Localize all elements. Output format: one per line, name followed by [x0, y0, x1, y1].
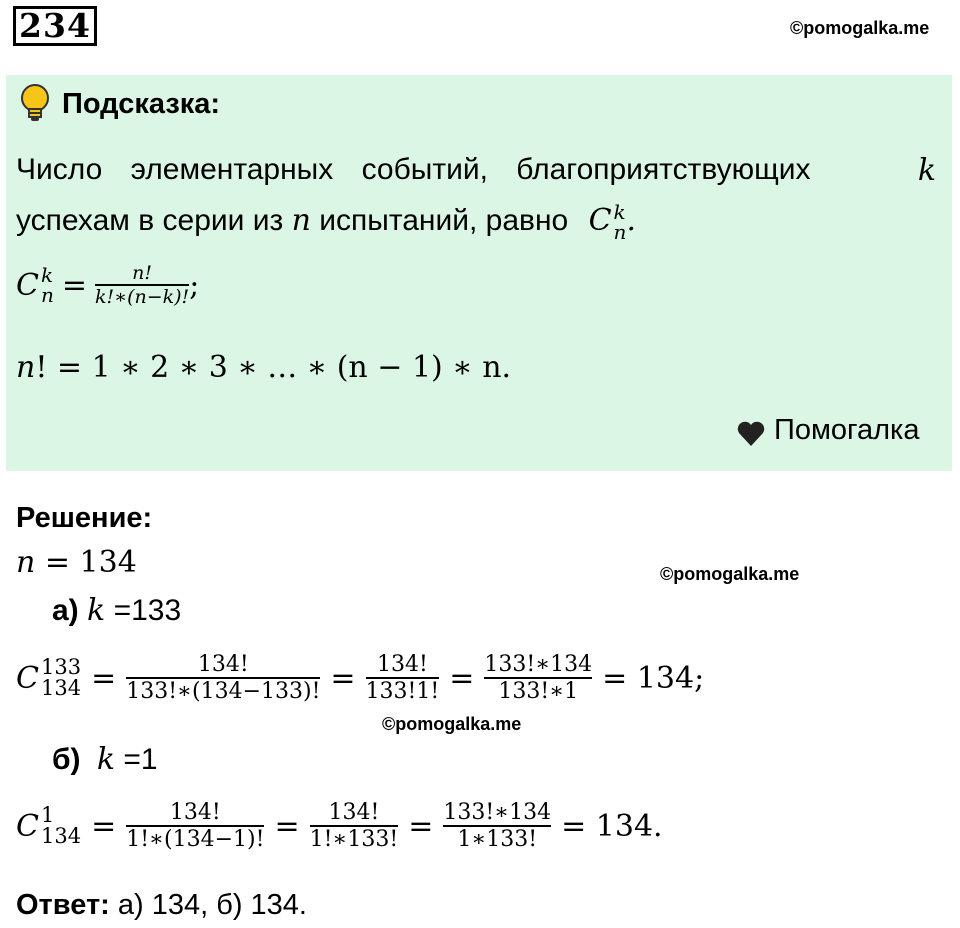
hint-factorial-rhs: = 1 ∗ 2 ∗ 3 ∗ … ∗ (n − 1) ∗ n. — [56, 350, 512, 385]
part-a-fraction-1 — [126, 652, 320, 704]
part-a-equation: C 133 134 = $\frac{134!}{133!∗(134-133)!}$ = $\frac{134!}{133!1!}$ = $\frac{133!∗134}{133!∗1}$ = 134; — [16, 652, 705, 704]
hint-combination-formula: C k n = $\frac{n!}{k!∗(n-k)!}$ ; — [16, 262, 200, 308]
part-b-label: б) — [52, 743, 81, 776]
part-a-f3-num: 133!∗134 — [484, 652, 593, 677]
answer-line — [16, 889, 307, 922]
hint-combination-symbol: C k n . — [588, 200, 636, 244]
part-b-fraction-2 — [310, 800, 399, 852]
answer-text: а) 134, б) 134. — [117, 889, 307, 921]
part-a-f2-den: 133!1! — [365, 679, 440, 704]
part-b-equation: C 1 134 = $\frac{134!}{1!∗(134-1)!}$ = $\frac{134!}{1!∗133!}$ = $\frac{133!∗134}{1∗133!}$ = 134. — [16, 800, 663, 852]
part-a-result: = 134; — [602, 660, 705, 696]
solution-n-line: n = 134 — [16, 545, 137, 580]
hint-line-2-text-b: испытаний, равно — [319, 204, 569, 237]
hint-line-2-text-a: успехам в серии из — [16, 204, 284, 237]
hint-line-2 — [16, 202, 636, 242]
part-a-fraction-3 — [484, 652, 592, 704]
part-a-heading: а) k =133 — [52, 593, 182, 628]
part-b-f2-den: 1!∗133! — [309, 827, 399, 852]
part-b-sup: 1 — [40, 803, 55, 827]
part-a-fraction-2 — [366, 652, 440, 704]
hint-n-var: n — [291, 203, 311, 238]
problem-number: 234 — [13, 6, 97, 46]
solution-title: Решение: — [16, 502, 153, 534]
hint-line-1-text: Число элементарных событий, благоприятствующих — [16, 153, 811, 186]
part-b-fraction-3 — [443, 800, 551, 852]
answer-label: Ответ: — [16, 889, 110, 921]
watermark-middle: ©pomogalka.me — [660, 564, 800, 584]
hint-k-var: k — [917, 153, 936, 188]
part-b-sub: 134 — [40, 824, 82, 848]
part-a-label: а) — [52, 594, 79, 627]
lightbulb-icon — [18, 84, 52, 124]
hint-formula-numerator: n! — [132, 262, 153, 284]
part-a-k-value: =133 — [113, 594, 182, 627]
part-a-f3-den: 133!∗1 — [498, 679, 579, 704]
part-b-f2-num: 134! — [328, 800, 380, 825]
part-a-sub: 134 — [40, 676, 82, 700]
part-b-f3-den: 1∗133! — [457, 827, 538, 852]
part-a-f1-num: 134! — [197, 652, 249, 677]
part-b-f1-den: 1!∗(134−1)! — [126, 827, 265, 852]
part-b-k-value: =1 — [123, 743, 158, 776]
hint-formula-fraction — [95, 262, 189, 308]
part-b-heading: б) k =1 — [52, 742, 158, 777]
hint-title: Подсказка: — [62, 88, 221, 120]
part-a-sup: 133 — [40, 655, 82, 679]
heart-icon — [736, 421, 766, 447]
hint-formula-denominator: k!∗(n−k)! — [95, 286, 190, 308]
watermark-top: ©pomogalka.me — [790, 18, 930, 38]
part-b-result: = 134. — [561, 808, 663, 844]
part-b-f3-num: 133!∗134 — [443, 800, 552, 825]
solution-n-value: = 134 — [44, 545, 137, 580]
part-b-fraction-1 — [126, 800, 264, 852]
part-a-f2-num: 134! — [376, 652, 428, 677]
hint-line-1 — [16, 153, 936, 188]
watermark-lower: ©pomogalka.me — [382, 714, 522, 734]
hint-brand: Помогалка — [774, 414, 920, 446]
hint-factorial-formula: n! = 1 ∗ 2 ∗ 3 ∗ … ∗ (n − 1) ∗ n. — [16, 350, 512, 385]
part-b-f1-num: 134! — [169, 800, 221, 825]
part-a-f1-den: 133!∗(134−133)! — [126, 679, 321, 704]
